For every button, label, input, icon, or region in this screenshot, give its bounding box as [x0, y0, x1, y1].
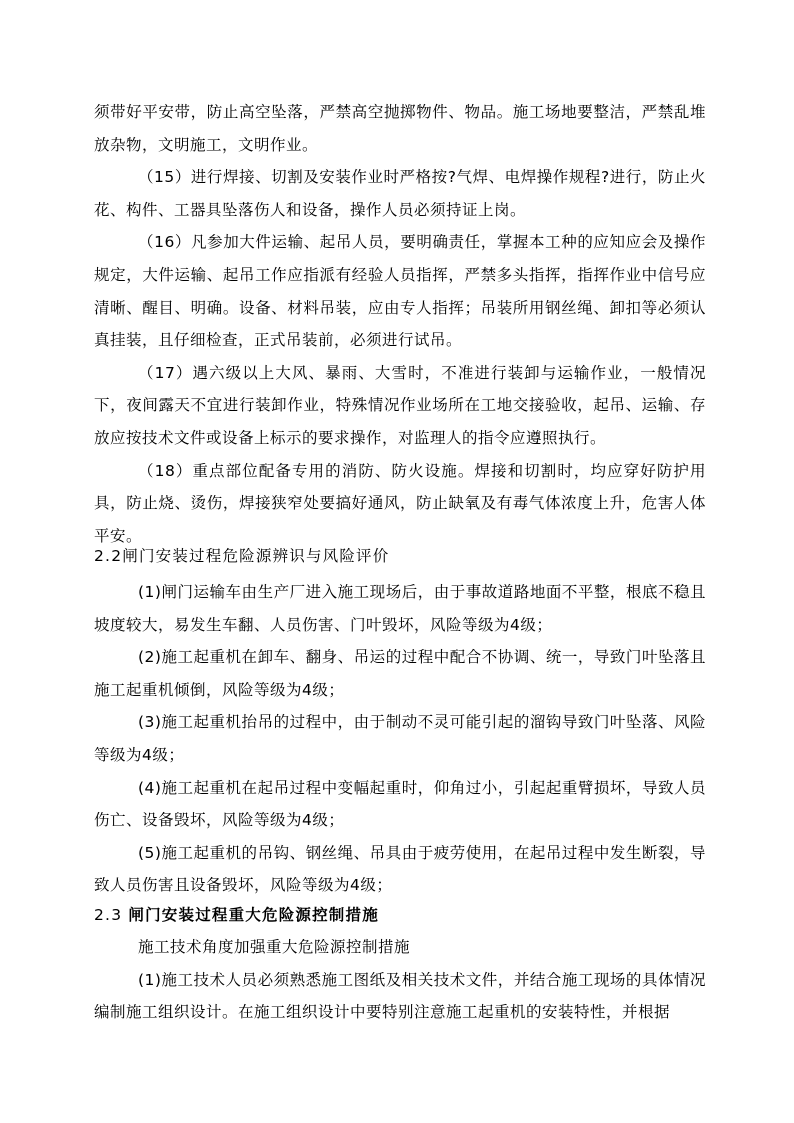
section-2-3-body: [94, 931, 706, 1029]
control-item-1: (1)施工技术人员必须熟悉施工图纸及相关技术文件，并结合施工现场的具体情况编制施工组织设计。在施工组织设计中要特别注意施工起重机的安装特性，并根据: [94, 970, 706, 1022]
section-2-3-title: 闸门安装过程重大危险源控制措施: [128, 906, 379, 924]
section-2-3-subheading: 施工技术角度加强重大危险源控制措施: [138, 938, 411, 956]
section-2-3-number: 2.3: [94, 906, 123, 924]
risk-item-4: (4)施工起重机在起吊过程中变幅起重时，仰角过小，引起起重臂损坏，导致人员伤亡、设备毁坏，风险等级为4级；: [94, 778, 706, 830]
paragraph-15: （15）进行焊接、切割及安装作业时严格按?气焊、电焊操作规程?进行，防止火花、构件、工器具坠落伤人和设备，操作人员必须持证上岗。: [94, 168, 706, 219]
risk-item-1: (1)闸门运输车由生产厂进入施工现场后，由于事故道路地面不平整，根底不稳且坡度较大，易发生车翻、人员伤害、门叶毁坏，风险等级为4级；: [94, 583, 706, 634]
section-2-2-heading: 2.2闸门安装过程危险源辨识与风险评价: [94, 547, 390, 565]
paragraph-16: （16）凡参加大件运输、起吊人员，要明确责任，掌握本工种的应知应会及操作规定，大件运输、起吊工作应指派有经验人员指挥，严禁多头指挥，指挥作业中信号应清晰、醒目、明确。设备、材料吊装，应由专人指挥；吊装所用钢丝绳、卸扣等必须认真挂装，且仔细检查，正式吊装前，必须进行试吊。: [94, 233, 706, 350]
section-2-2-list: [94, 576, 706, 902]
section-2-3-heading: [94, 903, 706, 927]
paragraph-17: （17）遇六级以上大风、暴雨、大雪时，不准进行装卸与运输作业，一般情况下，夜间露天不宜进行装卸作业，特殊情况作业场所在工地交接验收，起吊、运输、存放应按技术文件或设备上标示的要求操作，对监理人的指令应遵照执行。: [94, 363, 706, 447]
paragraph-continued: 须带好平安带，防止高空坠落，严禁高空抛掷物件、物品。施工场地要整洁，严禁乱堆放杂物，文明施工，文明作业。: [94, 103, 706, 154]
paragraph-18: （18）重点部位配备专用的消防、防火设施。焊接和切割时，均应穿好防护用具，防止烧、烫伤，焊接狭窄处要搞好通风，防止缺氧及有毒气体浓度上升，危害人体平安。: [94, 461, 706, 545]
risk-item-2: (2)施工起重机在卸车、翻身、吊运的过程中配合不协调、统一，导致门叶坠落且施工起重机倾倒，风险等级为4级；: [94, 648, 706, 699]
risk-item-3: (3)施工起重机抬吊的过程中，由于制动不灵可能引起的溜钩导致门叶坠落、风险等级为4级；: [94, 713, 706, 764]
risk-item-5: (5)施工起重机的吊钩、钢丝绳、吊具由于疲劳使用，在起吊过程中发生断裂，导致人员伤害且设备毁坏，风险等级为4级；: [94, 843, 706, 895]
safety-paragraphs: [94, 96, 706, 552]
